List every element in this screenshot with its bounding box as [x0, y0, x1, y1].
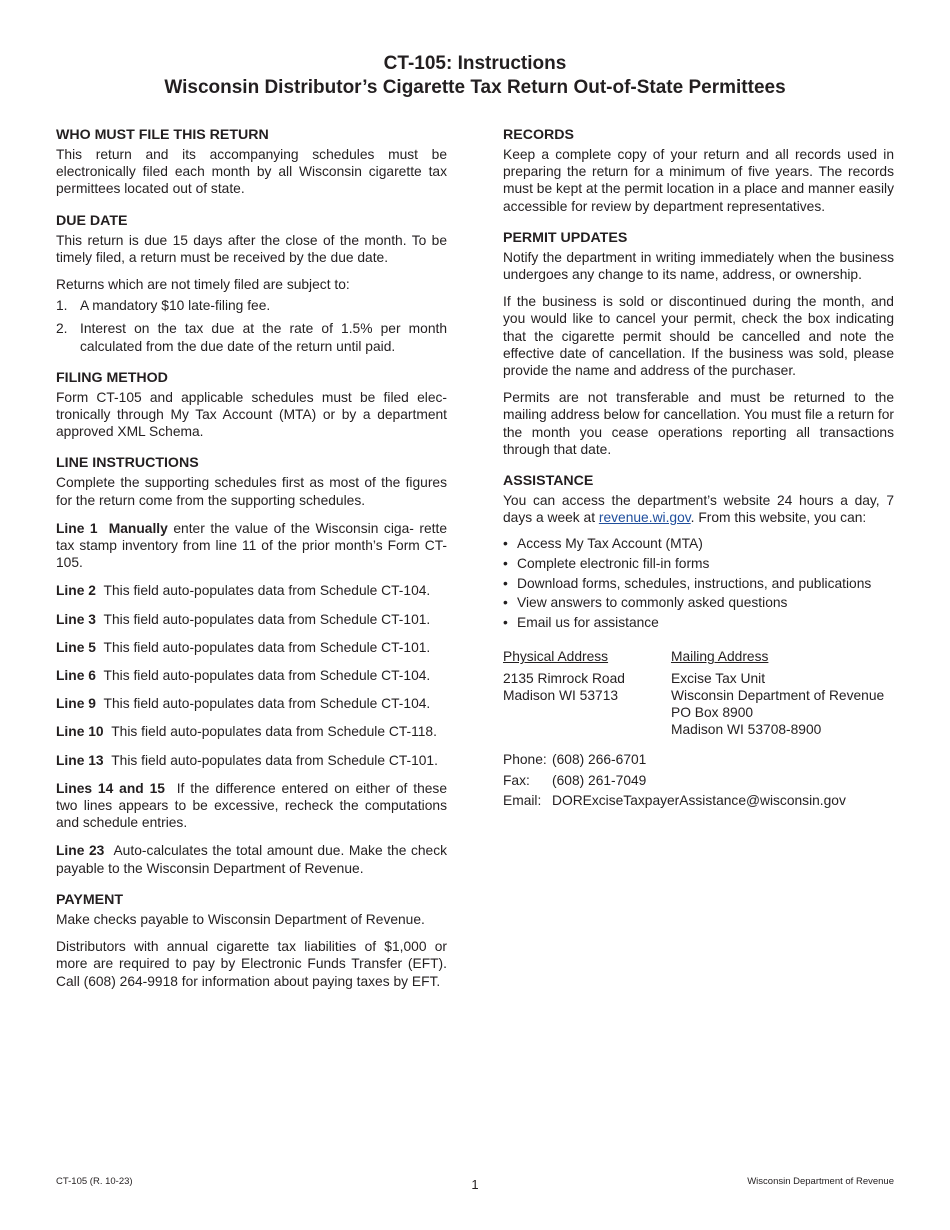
- section-text: This return and its accompanying schedules must be electronically filed each month by all Wisconsin cigarette tax permittees located out of state.: [56, 147, 447, 197]
- section-filing-method: [56, 369, 447, 441]
- section-heading: DUE DATE: [56, 212, 128, 229]
- line-instruction: Line 3 This field auto-populates data from Schedule CT-101.: [56, 611, 431, 627]
- section-text: Permits are not transferable and must be returned to the mailing address below for cancellation. You must file a return for the month you cease operations reporting all transactions through that date.: [503, 390, 894, 457]
- line-instruction: Line 9 This field auto-populates data from Schedule CT-104.: [56, 696, 431, 712]
- footer-form-id: CT-105 (R. 10-23): [56, 1176, 133, 1187]
- line-instruction: Line 2 This field auto-populates data from Schedule CT-104.: [56, 583, 431, 599]
- section-heading: ASSISTANCE: [503, 473, 594, 490]
- section-text: Form CT-105 and applicable schedules must be filed elec- tronically through My Tax Account (MTA) or by a department approved XML Schema.: [56, 389, 447, 440]
- website-features-list: [503, 534, 894, 632]
- line-instruction: Line 10 This field auto-populates data from Schedule CT-118.: [56, 724, 437, 740]
- page-number: 1: [471, 1177, 479, 1192]
- physical-address: Physical Address 2135 Rimrock Road Madison WI 53713: [503, 649, 625, 703]
- page-subtitle: Wisconsin Distributor’s Cigarette Tax Return Out-of-State Permittees: [164, 77, 786, 98]
- list-item: 1. A mandatory $10 late-filing fee.: [56, 298, 271, 314]
- section-heading: PERMIT UPDATES: [503, 229, 628, 246]
- list-item: • Complete electronic fill-in forms: [503, 556, 710, 572]
- list-item: • Access My Tax Account (MTA): [503, 536, 703, 552]
- contact-info: [503, 750, 894, 812]
- penalty-list: [56, 297, 447, 355]
- section-text: Notify the department in writing immediately when the business undergoes any change to its name, address, or ownership.: [503, 249, 894, 283]
- section-permit-updates: [503, 229, 894, 458]
- line-instruction: Line 1 Manually enter the value of the Wisconsin ciga- rette tax stamp inventory from line 11 of the prior month’s Form CT-105.: [56, 520, 448, 571]
- left-column: [56, 126, 447, 1004]
- section-who-must-file: [56, 126, 447, 198]
- section-heading: RECORDS: [503, 127, 574, 143]
- section-text: This return is due 15 days after the close of the month. To be timely filed, a return must be received by the due date.: [56, 232, 447, 265]
- section-text: You can access the department’s website 24 hours a day, 7 days a week at revenue.wi.gov. From this website, you can:: [503, 493, 894, 526]
- address-block: [503, 648, 894, 738]
- line-instruction: Line 6 This field auto-populates data from Schedule CT-104.: [56, 668, 431, 684]
- line-instruction: Lines 14 and 15 If the difference entered on either of these two lines appears to be excessive, recheck the computations and schedule entries.: [56, 780, 447, 831]
- list-item: • Download forms, schedules, instructions, and publications: [503, 575, 872, 591]
- section-records: [503, 126, 894, 215]
- section-text: If the business is sold or discontinued during the month, and you would like to cancel your permit, check the box indicating that the cigarette permit should be cancelled and note the effective date of cancellation. If the business was sold, please provide the name and address of the purchaser.: [503, 294, 894, 379]
- contact-fax: Fax: (608) 261-7049: [503, 772, 647, 788]
- section-text: Keep a complete copy of your return and all records used in preparing the return for a minimum of five years. The records must be kept at the permit location in a place and manner easily accessible for review by department representatives.: [503, 147, 894, 214]
- list-item: 2. Interest on the tax due at the rate of 1.5% per month calculated from the due date of the return until paid.: [56, 321, 447, 354]
- section-text: Complete the supporting schedules first as most of the figures for the return come from the supporting schedules.: [56, 475, 447, 508]
- section-text: Distributors with annual cigarette tax liabilities of $1,000 or more are required to pay by Electronic Funds Transfer (EFT). Call (608) 264-9918 for information about paying taxes by EFT.: [56, 939, 447, 989]
- section-text: Returns which are not timely filed are subject to:: [56, 277, 350, 293]
- mailing-address: Mailing Address Excise Tax Unit Wisconsin Department of Revenue PO Box 8900 Madison WI 53708-8900: [671, 649, 885, 738]
- line-instruction: Line 5 This field auto-populates data from Schedule CT-101.: [56, 639, 431, 655]
- contact-email: Email: DORExciseTaxpayerAssistance@wisconsin.gov: [503, 793, 846, 809]
- section-heading: FILING METHOD: [56, 369, 168, 386]
- section-heading: WHO MUST FILE THIS RETURN: [56, 127, 269, 143]
- section-line-instructions: [56, 454, 447, 876]
- list-item: • View answers to commonly asked questions: [503, 595, 788, 611]
- footer-agency: Wisconsin Department of Revenue: [747, 1176, 894, 1187]
- section-text: Make checks payable to Wisconsin Department of Revenue.: [56, 911, 425, 927]
- section-payment: [56, 891, 447, 990]
- line-instruction: Line 13 This field auto-populates data from Schedule CT-101.: [56, 752, 438, 768]
- line-instruction: Line 23 Auto-calculates the total amount due. Make the check payable to the Wisconsin Department of Revenue.: [56, 843, 448, 876]
- website-link[interactable]: revenue.wi.gov: [598, 510, 691, 526]
- page-title: CT-105: Instructions: [383, 53, 567, 74]
- contact-phone: Phone: (608) 266-6701: [503, 752, 647, 768]
- section-heading: PAYMENT: [56, 891, 124, 908]
- list-item: • Email us for assistance: [503, 614, 659, 630]
- section-heading: LINE INSTRUCTIONS: [56, 455, 199, 472]
- right-column: [503, 126, 894, 826]
- section-due-date: [56, 212, 447, 355]
- section-assistance: [503, 472, 894, 812]
